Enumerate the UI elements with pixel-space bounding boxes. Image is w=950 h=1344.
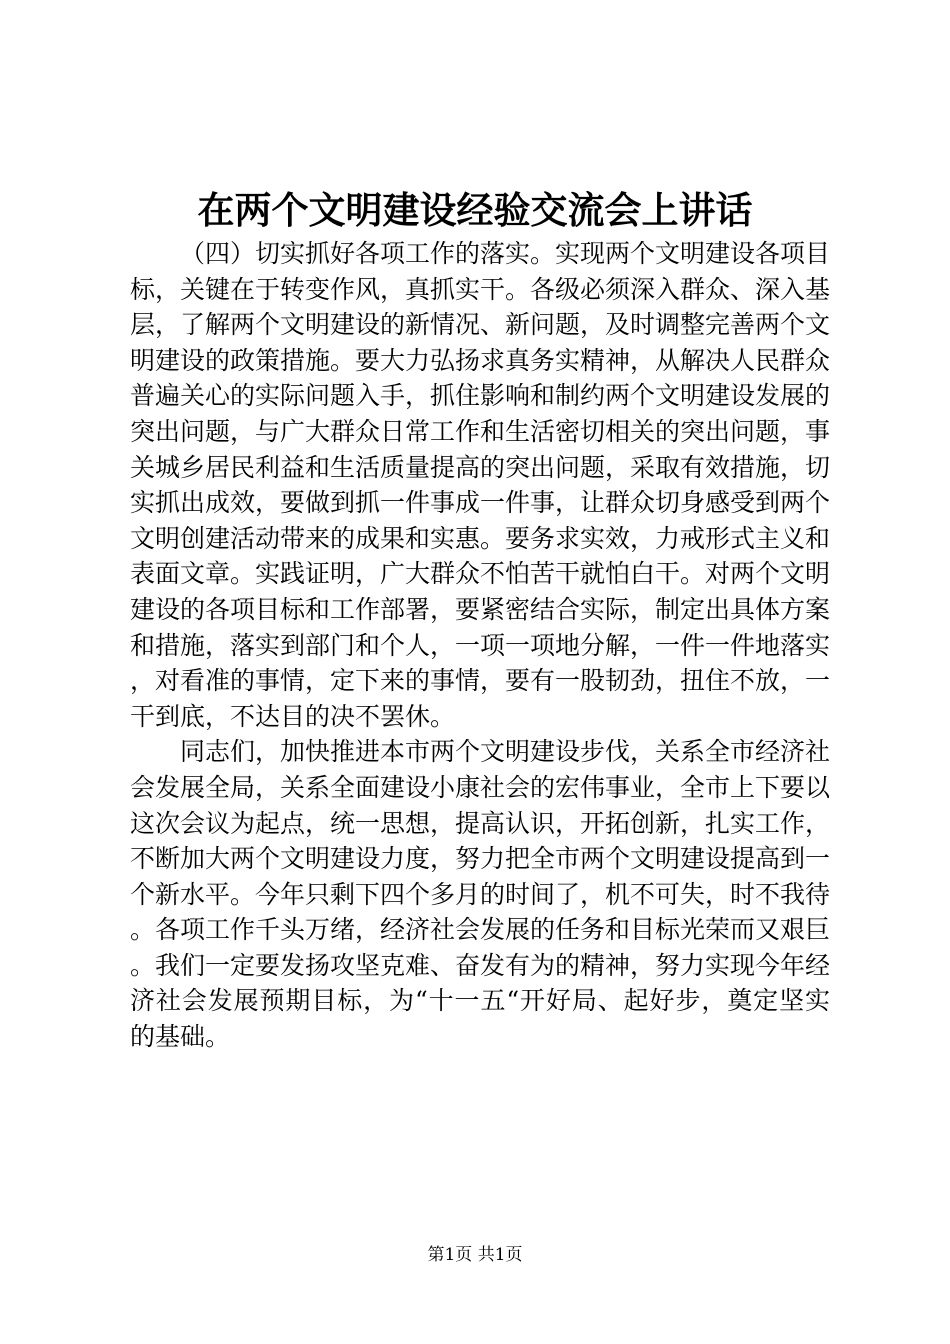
paragraph-2: 同志们，加快推进本市两个文明建设步伐，关系全市经济社会发展全局，关系全面建设小康社会的宏伟事业，全市上下要以这次会议为起点，统一思想，提高认识，开拓创新，扎实工作，不断加大两个文明建设力度，努力把全市两个文明建设提高到一个新水平。今年只剩下四个多月的时间了，机不可失，时不我待。各项工作千头万绪，经济社会发展的任务和目标光荣而又艰巨。我们一定要发扬攻坚克难、奋发有为的精神，努力实现今年经济社会发展预期目标，为“十一五“开好局、起好步，奠定坚实的基础。 bbox=[130, 737, 831, 1052]
page-footer: 第1页 共1页 bbox=[427, 1245, 523, 1265]
paragraph-1: （四）切实抓好各项工作的落实。实现两个文明建设各项目标，关键在于转变作风，真抓实干。各级必须深入群众、深入基层，了解两个文明建设的新情况、新问题，及时调整完善两个文明建设的政策措施。要大力弘扬求真务实精神，从解决人民群众普遍关心的实际问题入手，抓住影响和制约两个文明建设发展的突出问题，与广大群众日常工作和生活密切相关的突出问题，事关城乡居民利益和生活质量提高的突出问题，采取有效措施，切实抓出成效，要做到抓一件事成一件事，让群众切身感受到两个文明创建活动带来的成果和实惠。要务求实效，力戒形式主义和表面文章。实践证明，广大群众不怕苦干就怕白干。对两个文明建设的各项目标和工作部署，要紧密结合实际，制定出具体方案和措施，落实到部门和个人，一项一项地分解，一件一件地落实，对看准的事情，定下来的事情，要有一股韧劲，扭住不放，一干到底，不达目的决不罢休。 bbox=[130, 239, 831, 731]
document-title: 在两个文明建设经验交流会上讲话 bbox=[197, 188, 753, 232]
document-body bbox=[130, 236, 830, 1055]
